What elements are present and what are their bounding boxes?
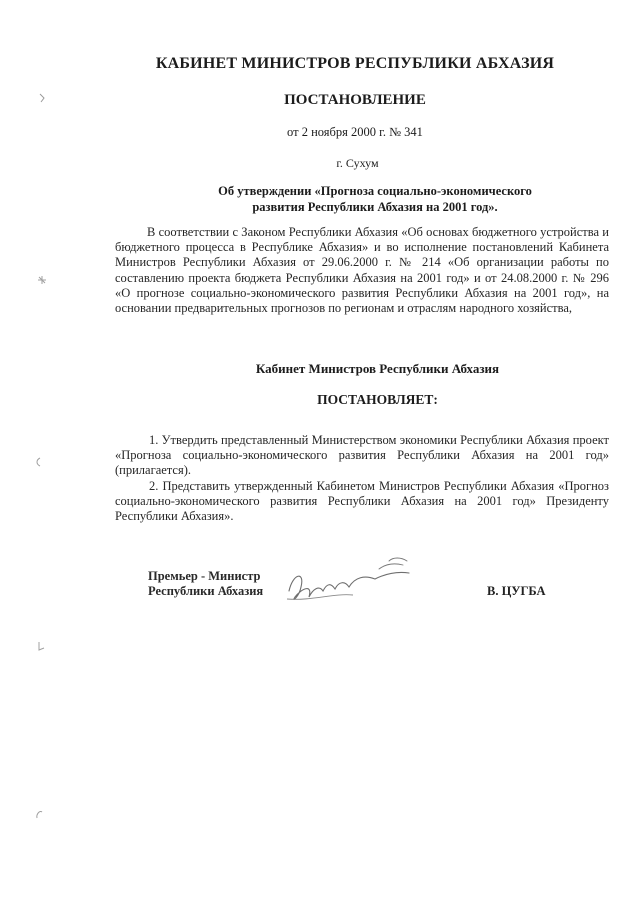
issuer-line: Кабинет Министров Республики Абхазия (255, 361, 500, 376)
scan-speck-mark (38, 92, 48, 104)
signatory-position (148, 569, 263, 599)
document-type-heading: ПОСТАНОВЛЕНИЕ (284, 92, 426, 108)
resolution-item-1: 1. Утвердить представленный Министерством экономики Республики Абхазия проект «Прогноза социально-экономического развития Республики Абхазия на 2001 год» (прилагается). (115, 433, 609, 478)
handwritten-signature (283, 553, 433, 613)
signatory-position-line-2: Республики Абхазия (148, 584, 264, 598)
city-line: г. Сухум (336, 156, 379, 170)
signatory-position-line-1: Премьер - Министр (148, 569, 261, 583)
signatory-name: В. ЦУГБА (487, 584, 546, 598)
subject-line-1: Об утверждении «Прогноза социально-экономического (218, 184, 532, 198)
scan-speck-mark (36, 274, 48, 286)
resolves-heading: ПОСТАНОВЛЯЕТ: (317, 392, 438, 407)
scan-speck-mark (36, 640, 46, 652)
date-and-number: от 2 ноября 2000 г. № 341 (287, 125, 423, 139)
organization-heading: КАБИНЕТ МИНИСТРОВ РЕСПУБЛИКИ АБХАЗИЯ (155, 55, 555, 72)
subject-heading (175, 183, 575, 215)
scan-speck-mark (34, 808, 44, 820)
resolution-item-2: 2. Представить утвержденный Кабинетом Министров Республики Абхазия «Прогноз социально-экономического развития Республики Абхазия на 2001 год» Президенту Республики Абхазия». (115, 479, 609, 524)
scan-speck-mark (33, 456, 43, 468)
preamble-paragraph: В соответствии с Законом Республики Абхазия «Об основах бюджетного устройства и бюджетного процесса в Республике Абхазия» и во исполнение постановлений Кабинета Министров Республики Абхазия от 29.06.2000 г. № 214 «Об организации работы по составлению проекта бюджета Республики Абхазия на 2001 год» и от 24.08.2000 г. № 296 «О прогнозе социально-экономического развития Республики Абхазия на 2001 год», на основании предварительных прогнозов по регионам и отраслям народного хозяйства, (115, 225, 609, 316)
subject-line-2: развития Республики Абхазия на 2001 год». (252, 200, 498, 214)
